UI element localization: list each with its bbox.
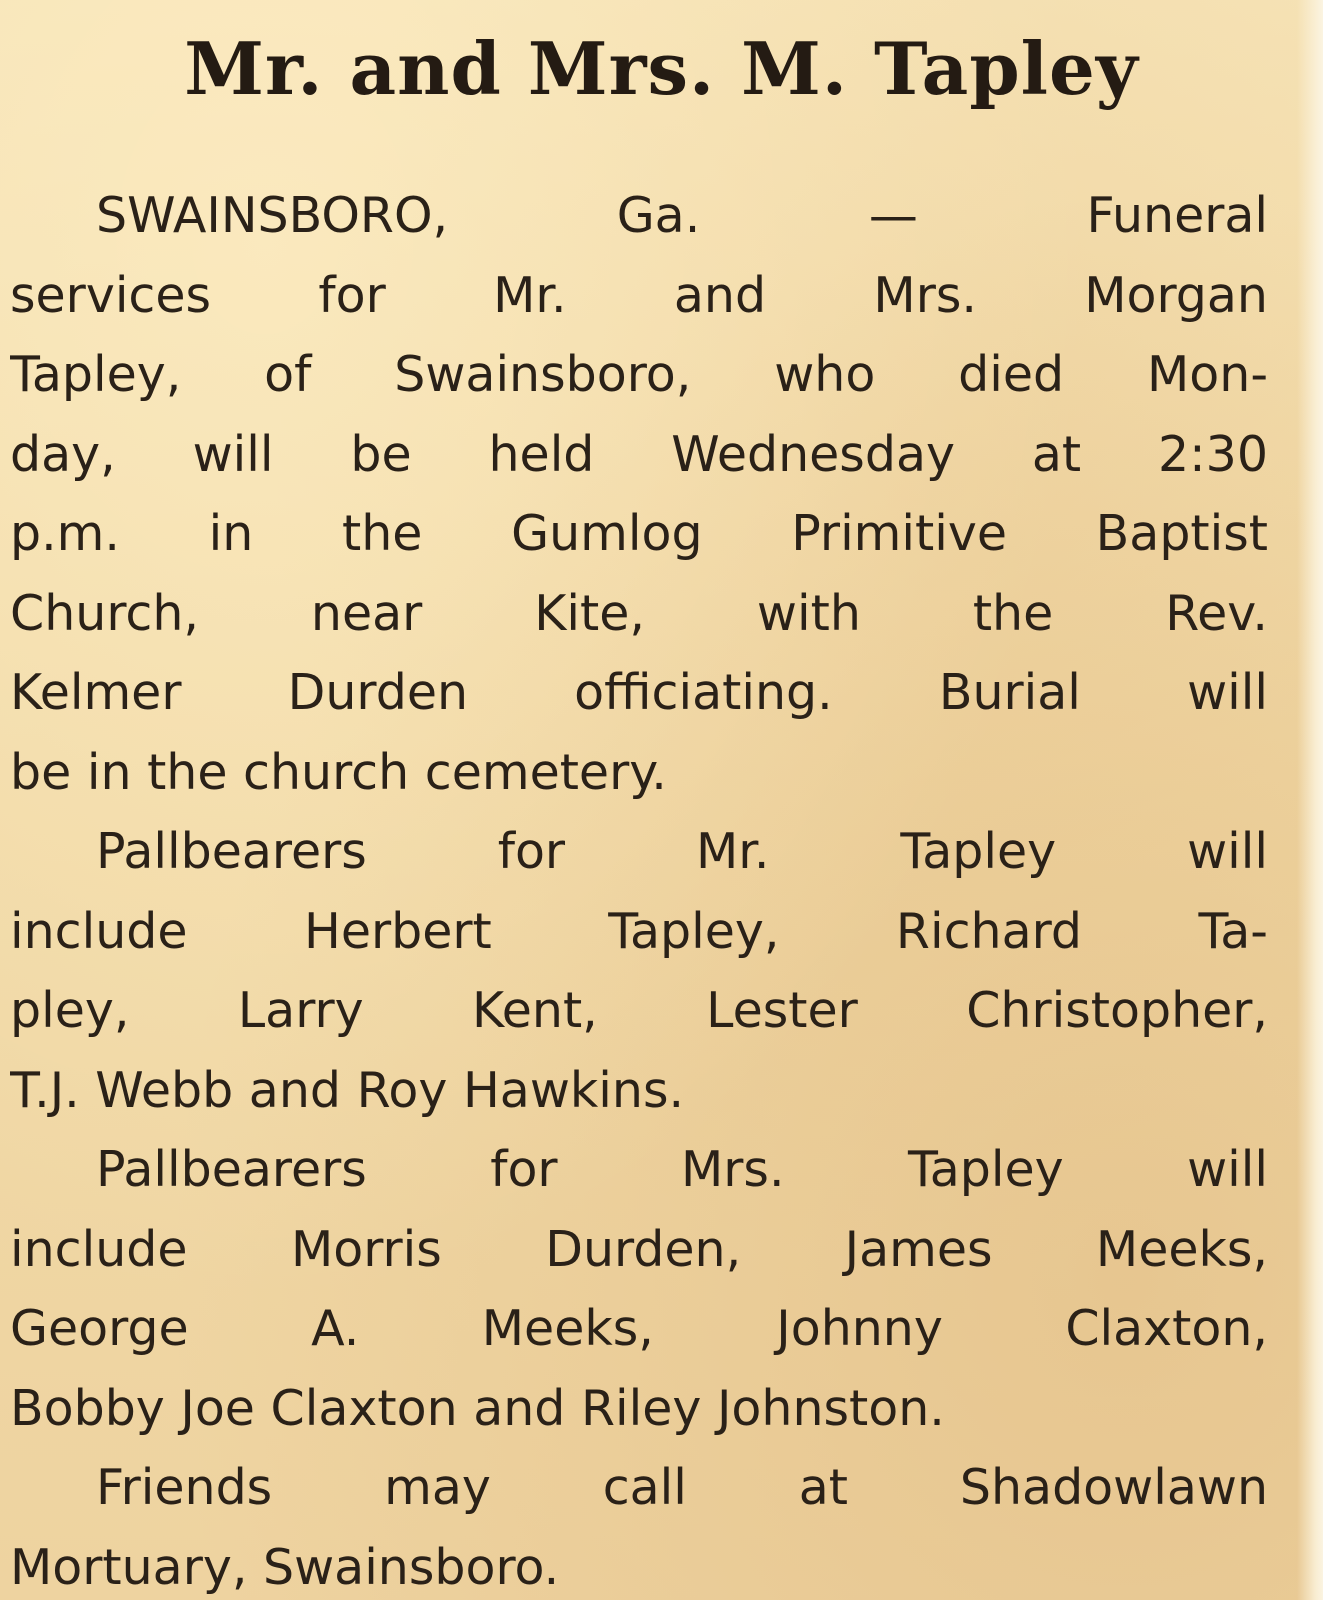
text-line: Tapley, of Swainsboro, who died Mon-: [10, 346, 1268, 403]
text-line: Pallbearers for Mrs. Tapley will: [96, 1141, 1268, 1198]
text-line: pley, Larry Kent, Lester Christopher,: [10, 982, 1268, 1039]
text-line: T.J. Webb and Roy Hawkins.: [10, 1061, 685, 1119]
text-line: George A. Meeks, Johnny Claxton,: [10, 1300, 1268, 1357]
text-line: Mortuary, Swainsboro.: [10, 1538, 560, 1596]
text-line: services for Mr. and Mrs. Morgan: [10, 266, 1268, 324]
text-line: include Morris Durden, James Meeks,: [10, 1220, 1268, 1278]
text-line: be in the church cemetery.: [10, 743, 667, 801]
text-line: Friends may call at Shadowlawn: [96, 1459, 1268, 1516]
obituary-body: [10, 176, 1268, 1600]
text-line: Church, near Kite, with the Rev.: [10, 584, 1268, 642]
text-line: SWAINSBORO, Ga. — Funeral: [96, 187, 1268, 244]
text-line: Kelmer Durden officiating. Burial will: [10, 664, 1268, 721]
obituary-headline: Mr. and Mrs. M. Tapley: [184, 26, 1139, 111]
text-line: include Herbert Tapley, Richard Ta-: [10, 902, 1268, 960]
text-line: Bobby Joe Claxton and Riley Johnston.: [10, 1379, 945, 1437]
text-line: day, will be held Wednesday at 2:30: [10, 425, 1268, 483]
text-line: Pallbearers for Mr. Tapley will: [96, 823, 1268, 880]
text-line: p.m. in the Gumlog Primitive Baptist: [10, 505, 1268, 562]
torn-paper-edge: [1297, 0, 1323, 1600]
